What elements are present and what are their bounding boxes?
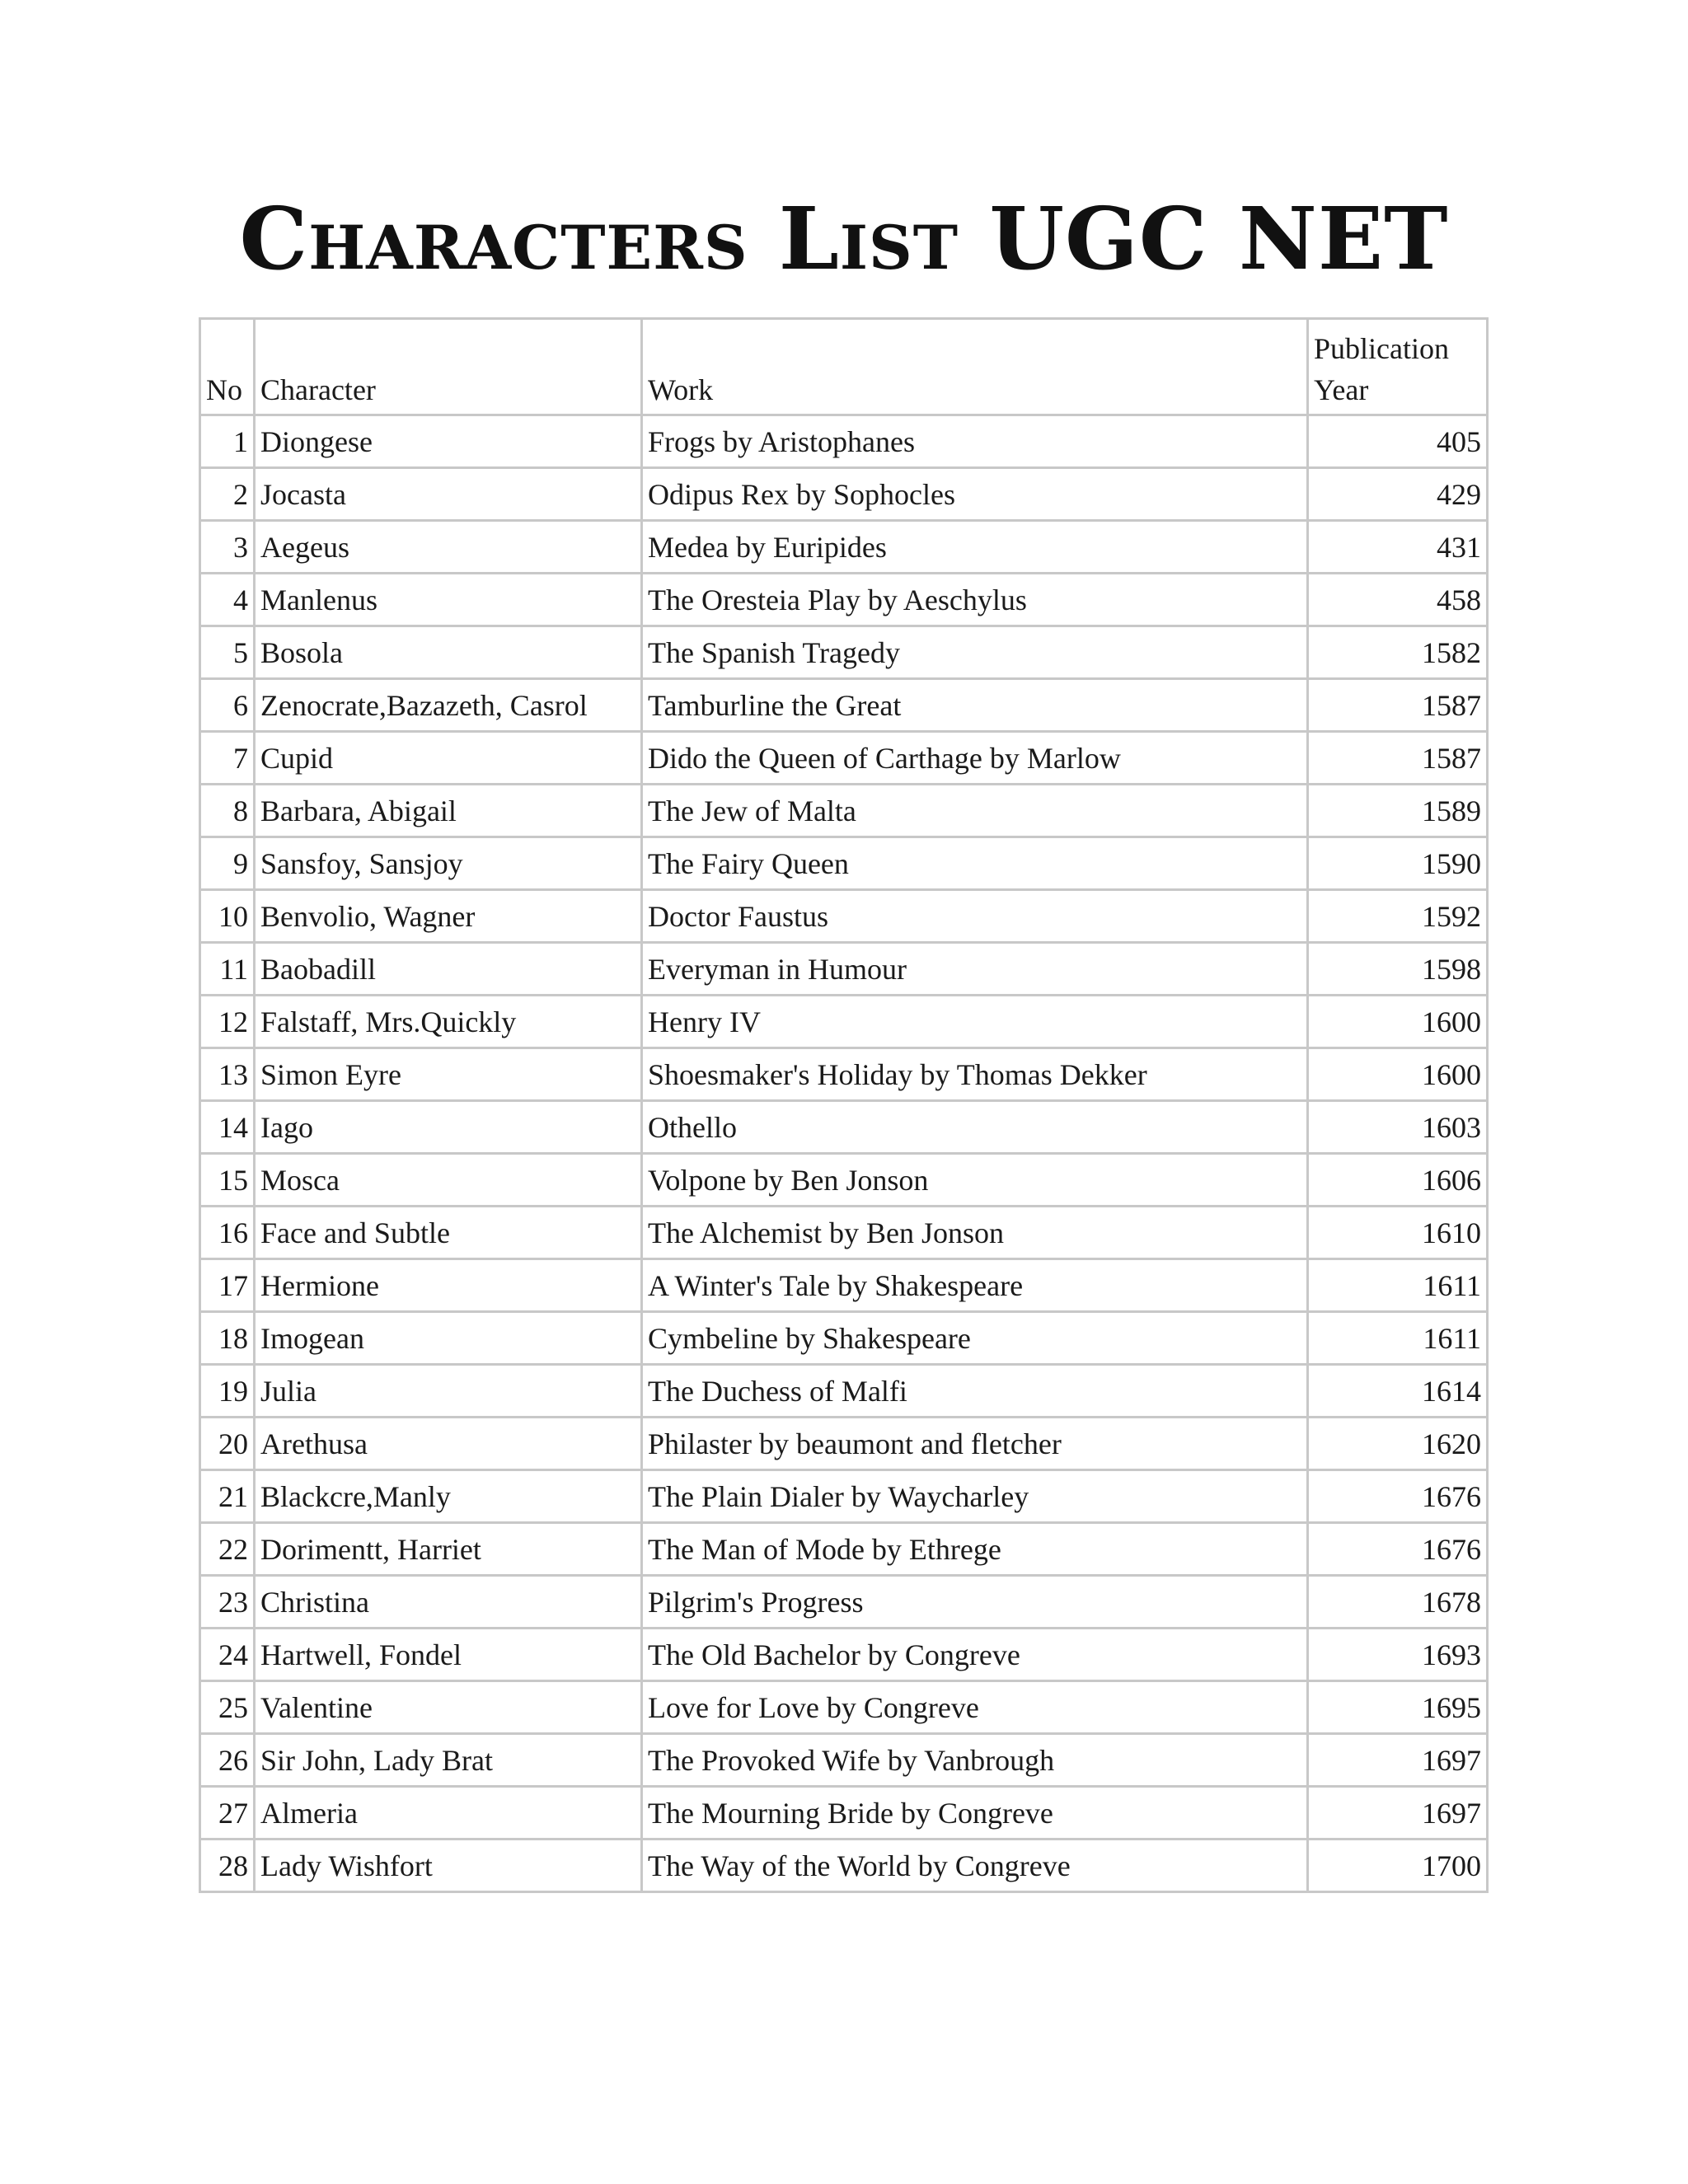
table-row [200,1523,1488,1576]
cell-character: Manlenus [255,574,642,626]
page-title-main: Characters List [239,188,959,289]
cell-work: Love for Love by Congreve [642,1681,1308,1734]
cell-character: Blackcre,Manly [255,1470,642,1523]
cell-work: The Alchemist by Ben Jonson [642,1207,1308,1259]
table-row [200,521,1488,574]
table-body [200,415,1488,1892]
cell-no: 9 [200,837,255,890]
cell-year: 1676 [1308,1470,1488,1523]
column-header-work: Work [642,319,1308,415]
header-row [200,319,1488,415]
cell-year: 1587 [1308,679,1488,732]
cell-character: Barbara, Abigail [255,785,642,837]
cell-no: 16 [200,1207,255,1259]
cell-character: Christina [255,1576,642,1629]
cell-year: 1700 [1308,1840,1488,1892]
cell-work: Philaster by beaumont and fletcher [642,1418,1308,1470]
table-row [200,1101,1488,1154]
cell-work: The Old Bachelor by Congreve [642,1629,1308,1681]
cell-work: Odipus Rex by Sophocles [642,468,1308,521]
cell-work: Medea by Euripides [642,521,1308,574]
cell-character: Lady Wishfort [255,1840,642,1892]
cell-no: 4 [200,574,255,626]
cell-character: Arethusa [255,1418,642,1470]
table-row [200,732,1488,785]
cell-no: 3 [200,521,255,574]
cell-character: Valentine [255,1681,642,1734]
cell-no: 19 [200,1365,255,1418]
cell-work: Othello [642,1101,1308,1154]
table-row [200,1259,1488,1312]
cell-character: Jocasta [255,468,642,521]
table-row [200,1681,1488,1734]
cell-no: 26 [200,1734,255,1787]
cell-character: Mosca [255,1154,642,1207]
cell-character: Julia [255,1365,642,1418]
cell-no: 23 [200,1576,255,1629]
cell-no: 18 [200,1312,255,1365]
table-row [200,1207,1488,1259]
cell-work: Frogs by Aristophanes [642,415,1308,468]
cell-character: Bosola [255,626,642,679]
cell-character: Imogean [255,1312,642,1365]
page-title-exam: UGC NET [989,188,1449,289]
cell-character: Benvolio, Wagner [255,890,642,943]
cell-character: Hartwell, Fondel [255,1629,642,1681]
cell-no: 5 [200,626,255,679]
column-header-no: No [200,319,255,415]
cell-year: 1610 [1308,1207,1488,1259]
cell-year: 1695 [1308,1681,1488,1734]
cell-character: Zenocrate,Bazazeth, Casrol [255,679,642,732]
table-row [200,468,1488,521]
cell-character: Simon Eyre [255,1048,642,1101]
table-header [200,319,1488,415]
cell-year: 1606 [1308,1154,1488,1207]
cell-work: A Winter's Tale by Shakespeare [642,1259,1308,1312]
cell-no: 7 [200,732,255,785]
column-header-character: Character [255,319,642,415]
cell-year: 1603 [1308,1101,1488,1154]
cell-character: Iago [255,1101,642,1154]
cell-year: 1676 [1308,1523,1488,1576]
cell-character: Falstaff, Mrs.Quickly [255,996,642,1048]
cell-no: 11 [200,943,255,996]
cell-work: The Duchess of Malfi [642,1365,1308,1418]
cell-work: The Way of the World by Congreve [642,1840,1308,1892]
cell-character: Almeria [255,1787,642,1840]
cell-year: 1697 [1308,1787,1488,1840]
cell-year: 1589 [1308,785,1488,837]
table-row [200,574,1488,626]
cell-year: 1678 [1308,1576,1488,1629]
cell-character: Baobadill [255,943,642,996]
cell-year: 1592 [1308,890,1488,943]
table-row [200,1154,1488,1207]
cell-work: Henry IV [642,996,1308,1048]
cell-year: 1697 [1308,1734,1488,1787]
cell-character: Face and Subtle [255,1207,642,1259]
cell-year: 1582 [1308,626,1488,679]
cell-no: 27 [200,1787,255,1840]
cell-work: The Man of Mode by Ethrege [642,1523,1308,1576]
cell-no: 8 [200,785,255,837]
cell-no: 28 [200,1840,255,1892]
cell-no: 25 [200,1681,255,1734]
cell-character: Aegeus [255,521,642,574]
cell-year: 1611 [1308,1312,1488,1365]
cell-year: 1693 [1308,1629,1488,1681]
table-row [200,1048,1488,1101]
cell-year: 429 [1308,468,1488,521]
cell-character: Diongese [255,415,642,468]
cell-year: 1600 [1308,1048,1488,1101]
column-header-year: Publication Year [1308,319,1488,415]
table-row [200,1840,1488,1892]
cell-work: The Spanish Tragedy [642,626,1308,679]
cell-work: The Plain Dialer by Waycharley [642,1470,1308,1523]
cell-year: 1600 [1308,996,1488,1048]
cell-work: Cymbeline by Shakespeare [642,1312,1308,1365]
cell-year: 1590 [1308,837,1488,890]
table-row [200,1576,1488,1629]
cell-work: Dido the Queen of Carthage by Marlow [642,732,1308,785]
cell-year: 458 [1308,574,1488,626]
cell-no: 21 [200,1470,255,1523]
table-row [200,626,1488,679]
cell-no: 24 [200,1629,255,1681]
cell-work: Pilgrim's Progress [642,1576,1308,1629]
table-row [200,1787,1488,1840]
table-row [200,1312,1488,1365]
cell-no: 10 [200,890,255,943]
table-row [200,415,1488,468]
cell-year: 405 [1308,415,1488,468]
table-row [200,943,1488,996]
cell-work: Shoesmaker's Holiday by Thomas Dekker [642,1048,1308,1101]
characters-table [199,317,1489,1893]
cell-work: Doctor Faustus [642,890,1308,943]
cell-no: 22 [200,1523,255,1576]
table-row [200,1734,1488,1787]
cell-year: 1598 [1308,943,1488,996]
page-title [0,188,1688,291]
cell-no: 13 [200,1048,255,1101]
table-row [200,890,1488,943]
cell-character: Hermione [255,1259,642,1312]
cell-work: Volpone by Ben Jonson [642,1154,1308,1207]
cell-year: 1611 [1308,1259,1488,1312]
table-row [200,679,1488,732]
cell-no: 12 [200,996,255,1048]
cell-character: Cupid [255,732,642,785]
table-row [200,996,1488,1048]
cell-year: 431 [1308,521,1488,574]
cell-work: Tamburline the Great [642,679,1308,732]
cell-work: The Oresteia Play by Aeschylus [642,574,1308,626]
cell-work: The Provoked Wife by Vanbrough [642,1734,1308,1787]
cell-work: The Mourning Bride by Congreve [642,1787,1308,1840]
table-row [200,785,1488,837]
table-row [200,837,1488,890]
cell-year: 1620 [1308,1418,1488,1470]
cell-no: 15 [200,1154,255,1207]
table-row [200,1629,1488,1681]
cell-character: Sir John, Lady Brat [255,1734,642,1787]
cell-character: Dorimentt, Harriet [255,1523,642,1576]
cell-no: 2 [200,468,255,521]
cell-no: 14 [200,1101,255,1154]
cell-no: 6 [200,679,255,732]
cell-no: 20 [200,1418,255,1470]
cell-no: 1 [200,415,255,468]
cell-work: The Jew of Malta [642,785,1308,837]
table-row [200,1365,1488,1418]
table-row [200,1470,1488,1523]
cell-year: 1587 [1308,732,1488,785]
cell-year: 1614 [1308,1365,1488,1418]
cell-work: Everyman in Humour [642,943,1308,996]
table-row [200,1418,1488,1470]
cell-work: The Fairy Queen [642,837,1308,890]
cell-character: Sansfoy, Sansjoy [255,837,642,890]
cell-no: 17 [200,1259,255,1312]
